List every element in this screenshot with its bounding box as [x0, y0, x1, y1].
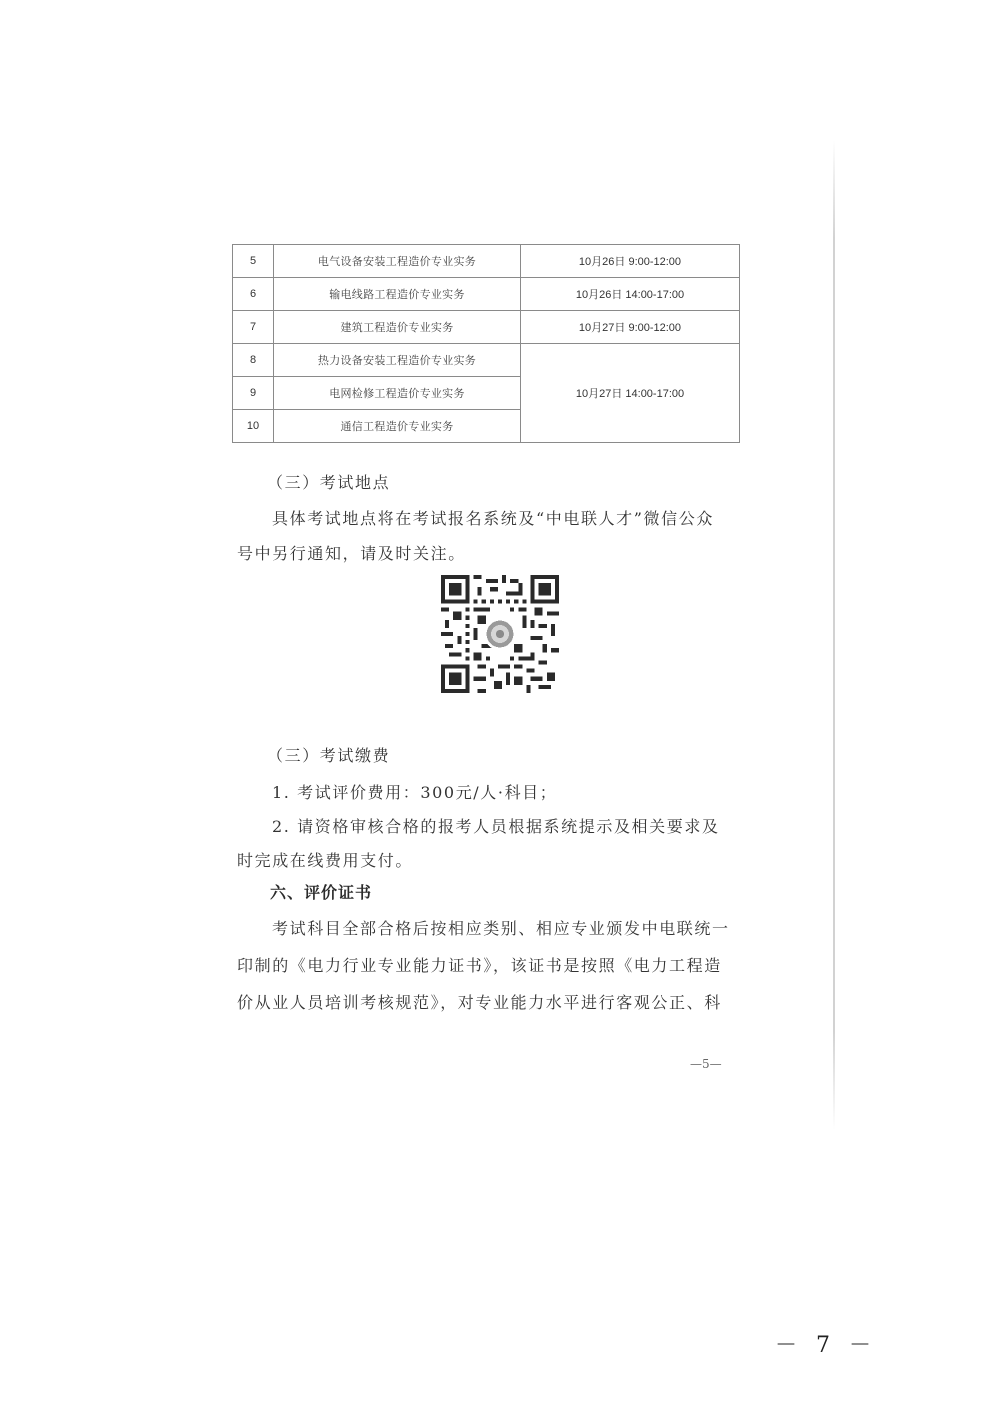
exam-time: 10月27日 14:00-17:00: [521, 344, 740, 443]
certificate-paragraph-line: 印制的《电力行业专业能力证书》，该证书是按照《电力工程造: [237, 956, 722, 975]
exam-time: 10月26日 9:00-12:00: [521, 245, 740, 278]
table-row: [233, 311, 740, 344]
exam-schedule-table: [232, 244, 740, 443]
subject-name: 电网检修工程造价专业实务: [274, 377, 521, 410]
exam-time: 10月27日 9:00-12:00: [521, 311, 740, 344]
fee-item-1: 1. 考试评价费用：300元/人·科目；: [272, 783, 558, 802]
row-number: 7: [233, 311, 274, 344]
wechat-qr-code: [441, 575, 559, 693]
scan-edge-line: [833, 140, 835, 1130]
certificate-paragraph-line: 价从业人员培训考核规范》，对专业能力水平进行客观公正、科: [237, 993, 722, 1012]
subject-name: 输电线路工程造价专业实务: [274, 278, 521, 311]
location-paragraph-line: 具体考试地点将在考试报名系统及“中电联人才”微信公众: [272, 509, 714, 528]
certificate-paragraph-line: 考试科目全部合格后按相应类别、相应专业颁发中电联统一: [272, 919, 730, 938]
subject-name: 建筑工程造价专业实务: [274, 311, 521, 344]
table-row: [233, 245, 740, 278]
fee-heading: （三）考试缴费: [267, 746, 391, 765]
location-heading: （三）考试地点: [267, 473, 391, 492]
row-number: 9: [233, 377, 274, 410]
row-number: 10: [233, 410, 274, 443]
exam-time: 10月26日 14:00-17:00: [521, 278, 740, 311]
subject-name: 电气设备安装工程造价专业实务: [274, 245, 521, 278]
inner-page-number: —5—: [690, 1057, 722, 1071]
row-number: 5: [233, 245, 274, 278]
row-number: 6: [233, 278, 274, 311]
fee-item-2-line: 2. 请资格审核合格的报考人员根据系统提示及相关要求及: [272, 817, 720, 836]
certificate-heading: 六、评价证书: [270, 883, 373, 902]
subject-name: 热力设备安装工程造价专业实务: [274, 344, 521, 377]
outer-page-number: － 7 －: [775, 1333, 877, 1358]
subject-name: 通信工程造价专业实务: [274, 410, 521, 443]
fee-item-2-line: 时完成在线费用支付。: [237, 851, 414, 870]
location-paragraph-line: 号中另行通知，请及时关注。: [237, 544, 466, 563]
table-row: [233, 344, 740, 377]
table-row: [233, 278, 740, 311]
row-number: 8: [233, 344, 274, 377]
